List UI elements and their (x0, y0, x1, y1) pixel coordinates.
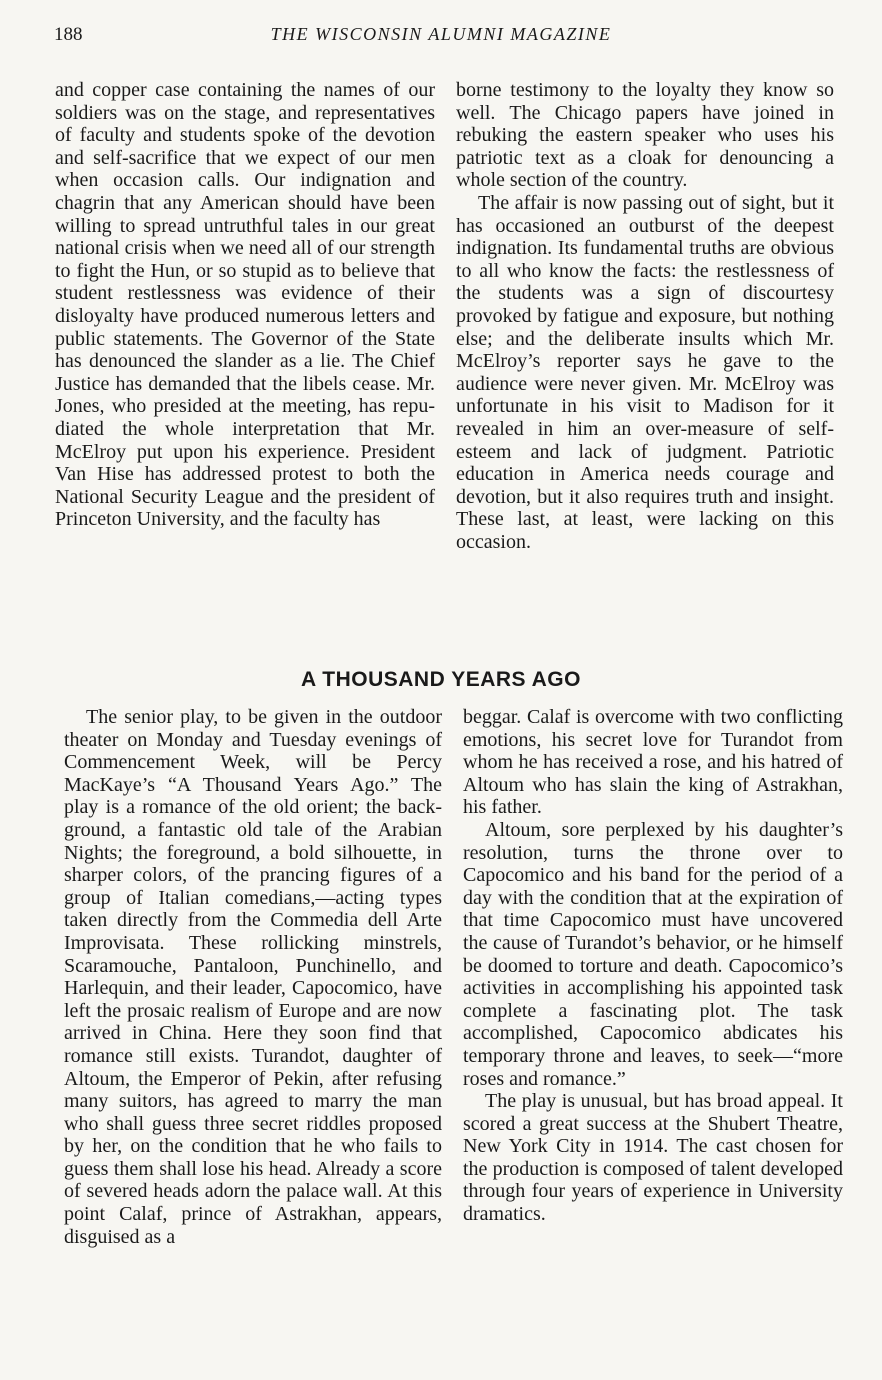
paragraph: The affair is now passing out of sight, but it has occasioned an outburst of the deepest indignation. Its fundamental truths are obvious to all who know the facts: the restlessness of the students was a sign of discourtesy provoked by fatigue and exposure, but nothing else; and the deliberate insults which Mr. McElroy’s reporter says he gave to the audience were never given. Mr. McElroy was unfortunate in his visit to Madison for it revealed in him an over-measure of self-esteem and lack of judgment. Patriotic education in America needs courage and devotion, but it also requires truth and insight. These last, at least, were lacking on this occasion. (456, 191, 834, 553)
paragraph: beggar. Calaf is overcome with two conflicting emotions, his secret love for Turandot from whom he has received a rose, and his hatred of Altoum who has slain the king of Astrakhan, his father. (463, 706, 843, 819)
article-title: A THOUSAND YEARS AGO (301, 668, 581, 691)
article-column-right (463, 706, 843, 1226)
page-number: 188 (54, 24, 83, 45)
paragraph: The senior play, to be given in the outdoor theater on Monday and Tuesday evenings of Commencement Week, will be Percy MacKaye’s “A Thousand Years Ago.” The play is a romance of the old orient; the background, a fantastic old tale of the Arabian Nights; the foreground, a bold silhouette, in sharper colors, of the prancing figures of a group of Italian comedians,—acting types taken directly from the Commedia dell Arte Improvisata. These rollicking minstrels, Scaramouche, Pantaloon, Punchinello, and Harlequin, and their leader, Capocomico, have left the prosaic realism of Europe and are now arrived in China. Here they soon find that romance still exists. Turandot, daughter of Altoum, the Emperor of Pekin, after refusing many suitors, has agreed to marry the man who shall guess three secret riddles proposed by her, on the condition that he who fails to guess them shall lose his head. Already a score of severed heads adorn the palace wall. At this point Calaf, prince of Astrakhan, appears, disguised as a (64, 706, 442, 1248)
previous-article-column-right (456, 79, 834, 553)
running-title: THE WISCONSIN ALUMNI MAGAZINE (270, 24, 612, 44)
paragraph: The play is unusual, but has broad appeal. It scored a great success at the Shubert Theatre, New York City in 1914. The cast chosen for the production is composed of talent developed through four years of experience in University dramatics. (463, 1090, 843, 1226)
paragraph: borne testimony to the loyalty they know so well. The Chicago papers have joined in rebuking the eastern speaker who uses his patriotic text as a cloak for denouncing a whole section of the country. (456, 79, 834, 192)
article-column-left (64, 706, 442, 1248)
previous-article-column-left (55, 79, 435, 531)
paragraph: and copper case containing the names of our soldiers was on the stage, and representatives of faculty and students spoke of the devotion and self-sacrifice that we expect of our men when occasion calls. Our indignation and chagrin that any American should have been willing to spread untruthful tales in our great national crisis when we need all of our strength to fight the Hun, or so stupid as to believe that student restlessness was evidence of their disloyalty have produced numerous letters and public statements. The Governor of the State has denounced the slander as a lie. The Chief Justice has demanded that the libels cease. Mr. Jones, who presided at the meeting, has repudiated the whole interpretation that Mr. McElroy put upon his experience. President Van Hise has addressed protest to both the National Security League and the president of Princeton University, and the faculty has (55, 79, 435, 531)
page-header (0, 24, 882, 54)
paragraph: Altoum, sore perplexed by his daughter’s resolution, turns the throne over to Capocomico and his band for the period of a day with the condition that at the expiration of that time Capocomico must have uncovered the cause of Turandot’s behavior, or he himself be doomed to torture and death. Capocomico’s activities in accomplishing his appointed task complete a fascinating plot. The task accomplished, Capocomico abdicates his temporary throne and leaves, to seek—“more roses and romance.” (463, 818, 843, 1090)
